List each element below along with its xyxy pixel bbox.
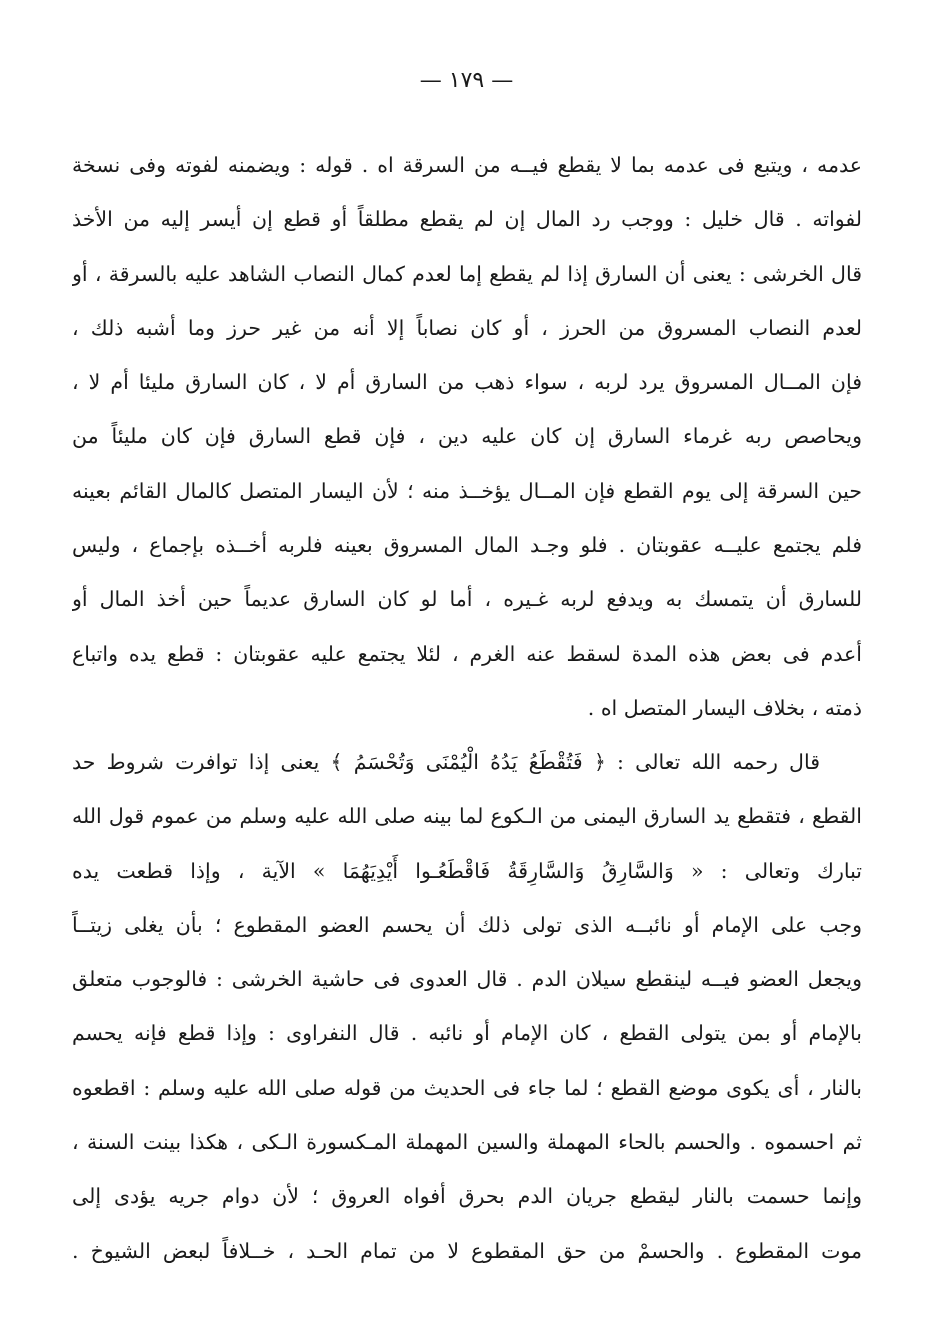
text-line: القطع ، فتقطع يد السارق اليمنى من الـكوع لما بينه صلى الله عليه وسلم من عموم قول الله (72, 804, 862, 829)
page-number: — ١٧٩ — (419, 68, 514, 93)
text-line: ويحاصص ربه غرماء السارق إن كان عليه دين ، فإن قطع السارق فإن كان مليئاً من (72, 424, 862, 449)
text-line: بالإمام أو بمن يتولى القطع ، كان الإمام أو نائبه . قال النفراوى : وإذا قطع فإنه يحسم (72, 1021, 862, 1046)
text-line: قال رحمه الله تعالى : ﴿ فَتُقْطَعُ يَدُهُ الْيُمْنَى وَتُحْسَمُ ﴾ يعنى إذا توافرت شروط حد (72, 750, 820, 774)
text-line: حين السرقة إلى يوم القطع فإن المــال يؤخــذ منه ؛ لأن اليسار المتصل كالمال القائم بعينه (72, 478, 862, 503)
text-line: تبارك وتعالى : « وَالسَّارِقُ وَالسَّارِقَةُ فَاقْطَعُـوا أَيْدِيَهُمَا » الآية ، وإذا قطعت يده (72, 858, 862, 883)
text-line: أعدم فى بعض هذه المدة لسقط عنه الغرم ، لئلا يجتمع عليه عقوبتان : قطع يده واتباع (72, 641, 862, 666)
text-line: فلم يجتمع عليــه عقوبتان . فلو وجـد المال المسروق بعينه فلربه أخــذه بإجماع ، وليس (72, 533, 862, 558)
text-line: للسارق أن يتمسك به ويدفع لربه غـيره ، أما لو كان السارق عديماً حين أخذ المال أو (72, 587, 862, 612)
text-line: عدمه ، ويتبع فى عدمه بما لا يقطع فيــه من السرقة اه . قوله : ويضمنه لفوته وفى نسخة (72, 153, 862, 177)
text-line: فإن المــال المسروق يرد لربه ، سواء ذهب من السارق أم لا ، كان السارق مليئا أم لا ، (72, 370, 862, 395)
text-line: وجب على الإمام أو نائبــه الذى تولى ذلك أن يحسم العضو المقطوع ؛ بأن يغلى زيتــاً (72, 912, 862, 937)
text-line: ذمته ، بخلاف اليسار المتصل اه . (587, 695, 862, 720)
paragraph-1 (72, 138, 862, 735)
text-line: لفواته . قال خليل : ووجب رد المال إن لم يقطع مطلقاً أو قطع إن أيسر إليه من الأخذ (72, 207, 862, 232)
text-line: ويجعل العضو فيــه لينقطع سيلان الدم . قال العدوى فى حاشية الخرشى : فالوجوب متعلق (72, 967, 862, 992)
text-line: وإنما حسمت بالنار ليقطع جريان الدم بحرق أفواه العروق ؛ لأن دوام جريه يؤدى إلى (72, 1184, 862, 1209)
text-line: قال الخرشى : يعنى أن السارق إذا لم يقطع إما لعدم كمال النصاب الشاهد عليه بالسرقة ، أو (72, 261, 862, 286)
text-line: ثم احسموه . والحسم بالحاء المهملة والسين المهملة المـكسورة الـكى ، هكذا بينت السنة ، (72, 1130, 862, 1155)
text-line: موت المقطوع . والحسمْ من حق المقطوع لا من تمام الحـد ، خــلافاً لبعض الشيوخ . (72, 1238, 862, 1263)
text-line: بالنار ، أى يكوى موضع القطع ؛ لما جاء فى الحديث من قوله صلى الله عليه وسلم : اقطعوه (72, 1075, 862, 1100)
text-line: لعدم النصاب المسروق من الحرز ، أو كان نصاباً إلا أنه من غير حرز وما أشبه ذلك ، (72, 315, 862, 340)
paragraph-2 (72, 735, 862, 1278)
